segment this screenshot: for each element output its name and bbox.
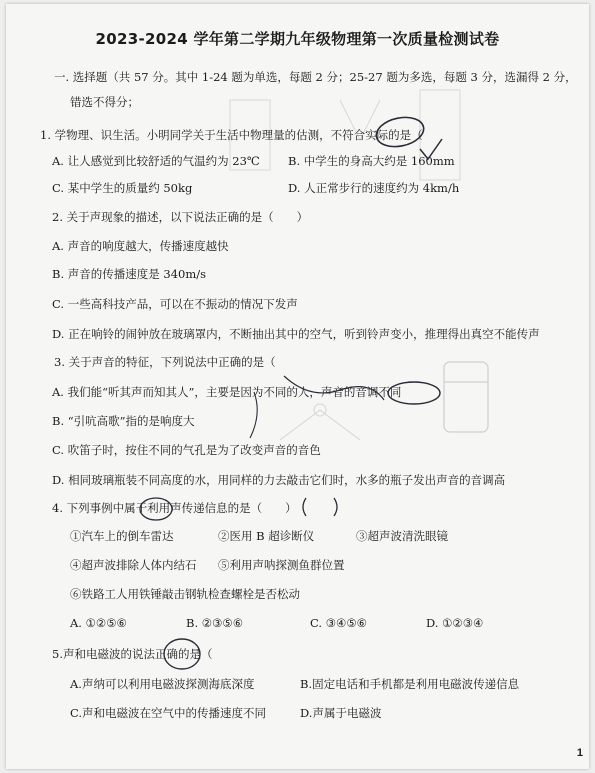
q3-option-d: D. 相同玻璃瓶装不同高度的水，用同样的力去敲击它们时，水多的瓶子发出声音的音调高 <box>52 473 506 487</box>
q2-option-a: A. 声音的响度越大，传播速度越快 <box>52 239 229 253</box>
section-instruction: 一. 选择题（共 57 分。其中 1-24 题为单选，每题 2 分；25-27 题为多选，每题 3 分，选漏得 2 分， <box>54 70 577 84</box>
q2-option-c: C. 一些高科技产品，可以在不振动的情况下发声 <box>52 297 298 311</box>
q1-option-b: B. 中学生的身高大约是 160mm <box>288 154 455 168</box>
exam-title: 2023-2024 学年第二学期九年级物理第一次质量检测试卷 <box>95 30 500 48</box>
question-3-stem: 3. 关于声音的特征，下列说法中正确的是（ <box>54 355 276 369</box>
q5-option-a: A.声纳可以利用电磁波探测海底深度 <box>70 677 255 691</box>
q2-option-b: B. 声音的传播速度是 340m/s <box>52 267 207 281</box>
q3-option-c: C. 吹笛子时，按住不同的气孔是为了改变声音的音色 <box>52 443 321 457</box>
section-instruction-cont: 错选不得分； <box>70 95 139 109</box>
q1-option-d: D. 人正常步行的速度约为 4km/h <box>288 181 460 195</box>
q5-option-b: B.固定电话和手机都是利用电磁波传递信息 <box>300 677 520 691</box>
question-2-stem: 2. 关于声现象的描述，以下说法正确的是（ ） <box>52 210 309 224</box>
pen-bracket-mark <box>300 494 340 520</box>
q5-option-c: C.声和电磁波在空气中的传播速度不同 <box>70 706 267 720</box>
q1-option-a: A. 让人感觉到比较舒适的气温约为 23℃ <box>52 154 260 168</box>
q4-item-6: ⑥铁路工人用铁锤敲击钢轨检查螺栓是否松动 <box>70 587 300 601</box>
question-5-stem: 5.声和电磁波的说法正确的是（ <box>52 647 213 661</box>
q4-item-4: ④超声波排除人体内结石 <box>70 558 197 572</box>
pen-underline-mark <box>280 370 390 410</box>
pen-bracket-mark <box>104 386 274 446</box>
question-4-stem: 4. 下列事例中属于利用声传递信息的是（ ） <box>52 501 297 515</box>
pen-circle-annotation <box>386 378 444 408</box>
q4-item-5: ⑤利用声呐探测鱼群位置 <box>218 558 345 572</box>
q4-option-b: B. ②③⑤⑥ <box>186 616 244 630</box>
q4-option-c: C. ③④⑤⑥ <box>310 616 367 630</box>
q4-item-2: ②医用 B 超诊断仪 <box>218 529 315 543</box>
pen-tick-mark <box>416 135 446 165</box>
q5-option-d: D.声属于电磁波 <box>300 706 382 720</box>
pen-circle-annotation <box>136 494 176 524</box>
page-number: 1 <box>576 747 583 759</box>
q3-option-b: B. “引吭高歌”指的是响度大 <box>52 414 195 428</box>
q4-item-1: ①汽车上的倒车雷达 <box>70 529 174 543</box>
q4-option-a: A. ①②⑤⑥ <box>70 616 127 630</box>
bleed-through-jar <box>436 352 496 442</box>
q1-option-c: C. 某中学生的质量约 50kg <box>52 181 193 195</box>
question-1-stem: 1. 学物理、识生活。小明同学关于生活中物理量的估测，不符合实际的是（ <box>40 128 423 142</box>
q4-option-d: D. ①②③④ <box>426 616 484 630</box>
q4-item-3: ③超声波清洗眼镜 <box>356 529 448 543</box>
pen-circle-annotation <box>160 634 204 674</box>
q3-option-a: A. 我们能“听其声而知其人”，主要是因为不同的人，声音的音调不同 <box>52 385 402 399</box>
q2-option-d: D. 正在响铃的闹钟放在玻璃罩内，不断抽出其中的空气，听到铃声变小，推理得出真空不能传声 <box>52 327 540 341</box>
